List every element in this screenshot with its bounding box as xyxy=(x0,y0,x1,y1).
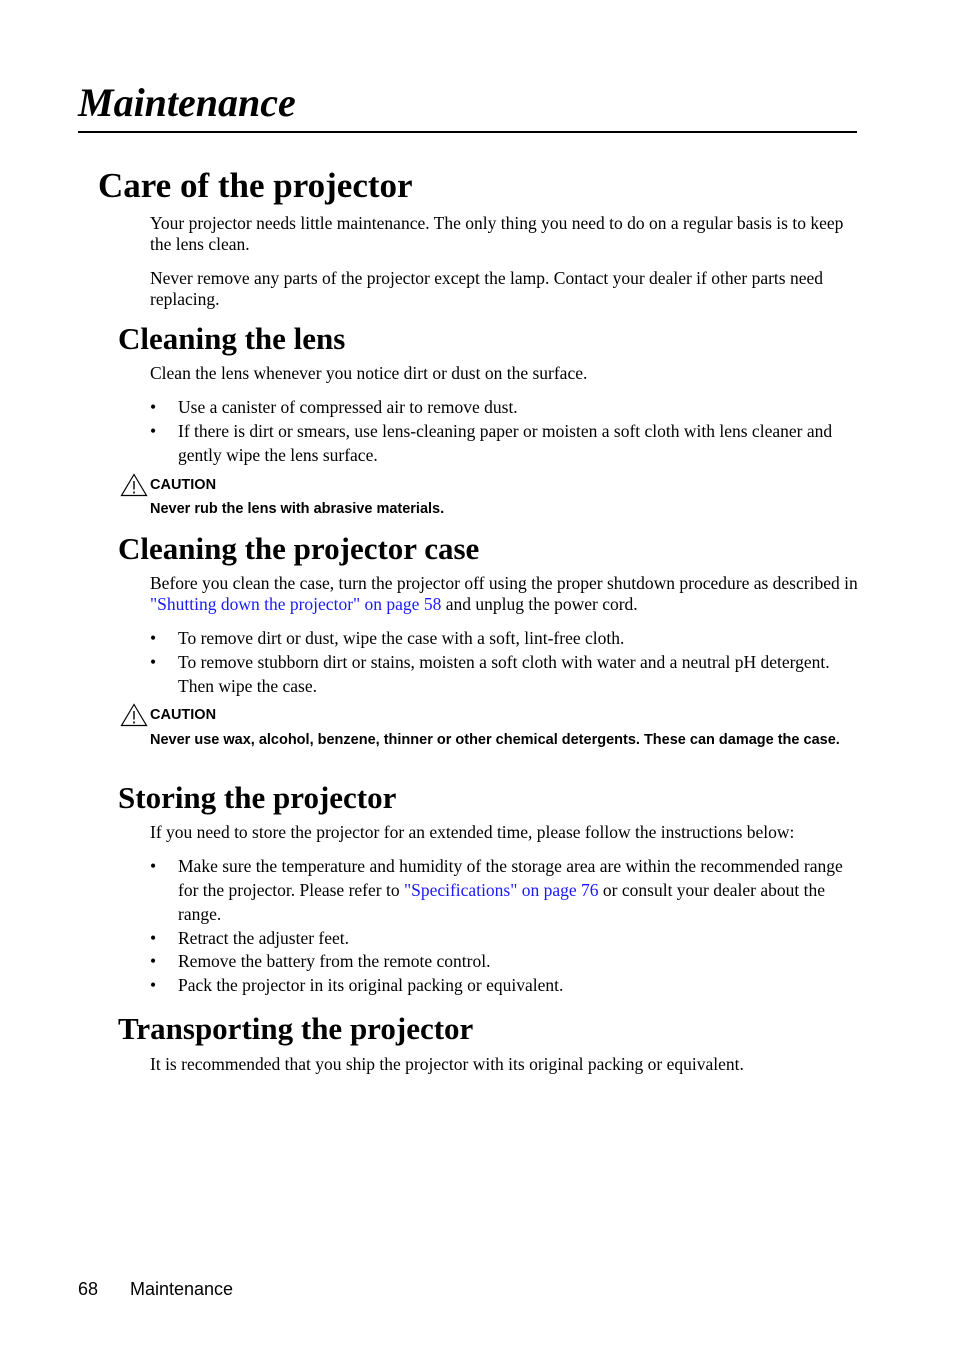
bullet-marker: • xyxy=(150,975,157,995)
list-item-text-part: Make sure the temperature and humidity of the storage area are within the recommended range for the projector. Please refer to xyxy=(178,856,843,900)
bullet-marker: • xyxy=(150,856,157,876)
footer-section: Maintenance xyxy=(130,1279,234,1299)
list-item xyxy=(150,973,862,997)
list-item-text: To remove dirt or dust, wipe the case with a soft, lint-free cloth. xyxy=(178,628,625,648)
warning-triangle-icon xyxy=(120,473,148,497)
list-item-text: Retract the adjuster feet. xyxy=(178,928,350,948)
list-item-text: Pack the projector in its original packing or equivalent. xyxy=(178,975,564,995)
list-item-text xyxy=(178,854,862,926)
warning-triangle-icon xyxy=(120,703,148,727)
caution-text: Never use wax, alcohol, benzene, thinner or other chemical detergents. These can damage the case. xyxy=(150,732,840,748)
list-item-text: Remove the battery from the remote control. xyxy=(178,951,491,971)
specifications-link[interactable]: "Specifications" on page 76 xyxy=(403,880,599,900)
chapter-divider xyxy=(78,131,857,133)
cleaning-lens-heading: Cleaning the lens xyxy=(118,321,346,356)
list-item-text: To remove stubborn dirt or stains, moisten a soft cloth with water and a neutral pH detergent. Then wipe the case. xyxy=(178,652,830,696)
list-item xyxy=(150,949,862,973)
transporting-heading: Transporting the projector xyxy=(118,1011,474,1046)
page-number: 68 xyxy=(78,1279,99,1299)
list-item-text: If there is dirt or smears, use lens-cleaning paper or moisten a soft cloth with lens cleaner and gently wipe the lens surface. xyxy=(178,421,833,465)
caution-label: CAUTION xyxy=(150,707,217,723)
bullet-marker: • xyxy=(150,928,157,948)
bullet-marker: • xyxy=(150,421,157,441)
caution-text: Never rub the lens with abrasive materials. xyxy=(150,501,445,517)
storing-heading: Storing the projector xyxy=(118,780,397,815)
paragraph-text: Before you clean the case, turn the projector off using the proper shutdown procedure as described in xyxy=(150,573,858,593)
intro-paragraph-2: Never remove any parts of the projector except the lamp. Contact your dealer if other parts need replacing. xyxy=(150,268,823,309)
bullet-marker: • xyxy=(150,652,157,672)
paragraph-text: and unplug the power cord. xyxy=(441,593,638,614)
list-item xyxy=(150,626,862,650)
chapter-title: Maintenance xyxy=(78,80,296,125)
list-item-text: Use a canister of compressed air to remove dust. xyxy=(178,397,518,417)
list-item xyxy=(150,854,862,926)
section-title: Care of the projector xyxy=(98,166,413,205)
bullet-marker: • xyxy=(150,628,157,648)
intro-paragraph-1: Your projector needs little maintenance. The only thing you need to do on a regular basis is to keep the lens clean. xyxy=(150,213,844,254)
page-footer xyxy=(78,1278,233,1300)
list-item xyxy=(150,650,862,698)
storing-paragraph: If you need to store the projector for an extended time, please follow the instructions below: xyxy=(150,822,795,842)
cleaning-case-paragraph xyxy=(150,573,862,614)
list-item xyxy=(150,395,862,419)
bullet-marker: • xyxy=(150,397,157,417)
caution-label: CAUTION xyxy=(150,477,217,493)
list-item xyxy=(150,419,862,467)
transporting-paragraph: It is recommended that you ship the projector with its original packing or equivalent. xyxy=(150,1054,744,1074)
list-item-text-part: or consult your dealer about the range. xyxy=(178,880,826,924)
cleaning-lens-paragraph: Clean the lens whenever you notice dirt or dust on the surface. xyxy=(150,363,588,383)
list-item xyxy=(150,926,862,950)
cleaning-case-heading: Cleaning the projector case xyxy=(118,531,480,566)
shutdown-link[interactable]: "Shutting down the projector" on page 58 xyxy=(150,593,442,614)
bullet-marker: • xyxy=(150,951,157,971)
